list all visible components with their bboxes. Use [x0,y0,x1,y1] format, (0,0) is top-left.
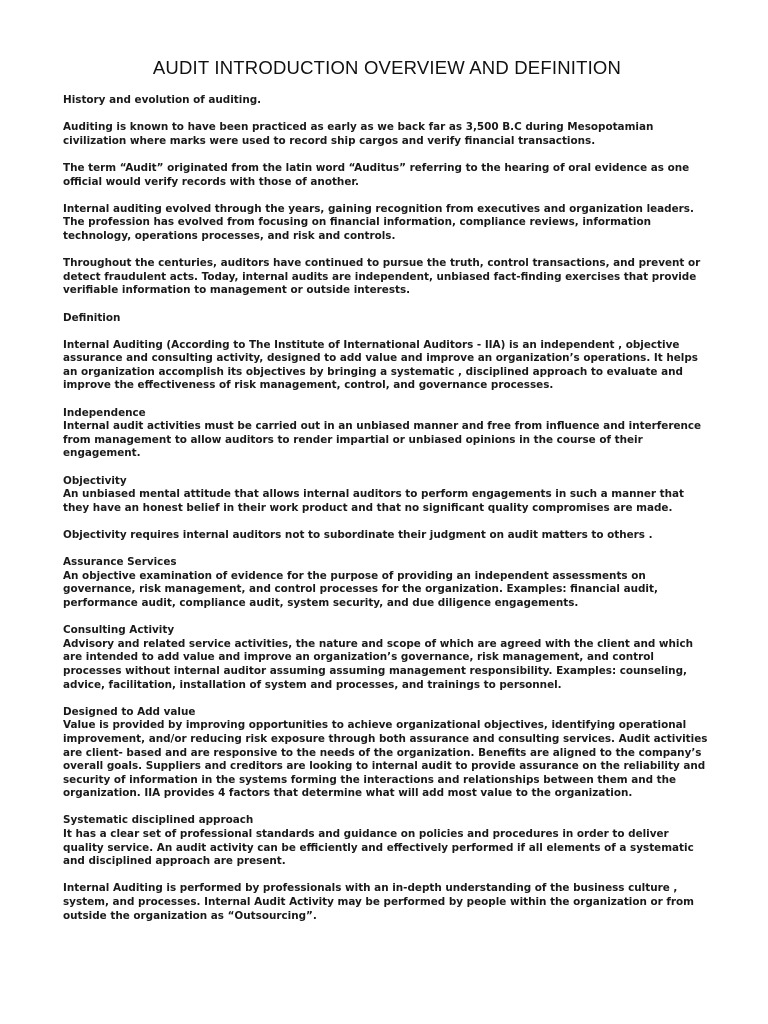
section-consulting-activity [63,624,711,692]
section-paragraph: Internal audit activities must be carried out in an unbiased manner and free from influence and interference from management to allow auditors to render impartial or unbiased opinions in the course of their engagement. [63,420,702,460]
closing-paragraph: Internal Auditing is performed by professionals with an in-depth understanding of the business culture , system, and processes. Internal Audit Activity may be performed by people within the organization or from outside the organization as “Outsourcing”. [63,882,695,922]
section-objectivity [63,475,711,543]
history-heading: History and evolution of auditing. [63,94,262,106]
section-paragraph: Value is provided by improving opportunities to achieve organizational objectives, identifying operational improvement, and/or reducing risk exposure through both assurance and consulting services. Audit activities are client- based and are responsive to the needs of the organization. Benefits are aligned to the company’s overall goals. Suppliers and creditors are looking to internal audit to provide assurance on the reliability and security of information in the systems forming the interactions and relationships between them and the organization. IIA provides 4 factors that determine what will add most value to the organization. [63,719,708,800]
history-paragraph: Throughout the centuries, auditors have continued to pursue the truth, control transactions, and prevent or detect fraudulent acts. Today, internal audits are independent, unbiased fact-finding exercises that provide verifiable information to management or outside interests. [63,257,701,297]
section-paragraph: It has a clear set of professional standards and guidance on policies and procedures in order to deliver quality service. An audit activity can be efficiently and effectively performed if all elements of a systematic and disciplined approach are present. [63,828,694,868]
section-heading: Objectivity [63,474,127,487]
section-assurance-services [63,556,711,610]
section-paragraph: Advisory and related service activities, the nature and scope of which are agreed with the client and which are intended to add value and improve an organization’s governance, risk management, and control processes without internal auditor assuming assuming management responsibility. Examples: counseling, advice, facilitation, installation of system and processes, and trainings to personnel. [63,637,694,691]
section-heading: Systematic disciplined approach [63,814,254,827]
definition-heading: Definition [63,311,121,324]
document-title: AUDIT INTRODUCTION OVERVIEW AND DEFINITION [152,57,622,78]
section-heading: Consulting Activity [63,624,175,637]
section-paragraph: An unbiased mental attitude that allows internal auditors to perform engagements in such a manner that they have an honest belief in their work product and that no significant quality compromises are made. [63,488,685,514]
history-paragraph: Auditing is known to have been practiced as early as we back far as 3,500 B.C during Mesopotamian civilization where marks were used to record ship cargos and verify financial transactions. [63,121,654,147]
history-paragraph: The term “Audit” originated from the latin word “Auditus” referring to the hearing of oral evidence as one official would verify records with those of another. [63,161,690,188]
history-paragraph: Internal auditing evolved through the years, gaining recognition from executives and organization leaders. The profession has evolved from focusing on financial information, compliance reviews, information technology, operations processes, and risk and controls. [63,202,694,242]
section-systematic-disciplined-approach [63,814,711,868]
section-heading: Assurance Services [63,556,177,569]
document-page [63,56,711,937]
definition-paragraph: Internal Auditing (According to The Institute of International Auditors - IIA) is an independent , objective assurance and consulting activity, designed to add value and improve an organization’s operations. It helps an organization accomplish its objectives by bringing a systematic , disciplined approach to evaluate and improve the effectiveness of risk management, control, and governance processes. [63,338,698,392]
section-paragraph: An objective examination of evidence for the purpose of providing an independent assessments on governance, risk management, and control processes for the organization. Examples: financial audit, performance audit, compliance audit, system security, and due diligence engagements. [63,569,658,609]
section-independence [63,407,711,461]
section-designed-to-add-value [63,706,711,801]
section-heading: Designed to Add value [63,705,196,718]
section-paragraph: Objectivity requires internal auditors not to subordinate their judgment on audit matters to others . [63,529,653,541]
section-heading: Independence [63,406,146,419]
